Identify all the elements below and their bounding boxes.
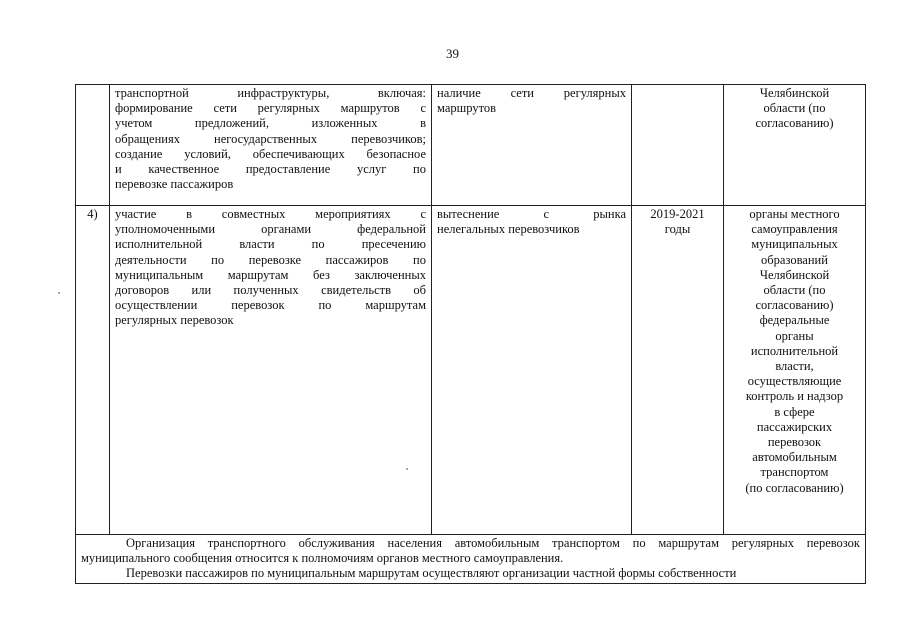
cell-line: органы: [775, 328, 814, 343]
cell-line: исполнительной: [750, 343, 839, 358]
note-row: [76, 535, 866, 584]
scan-speck: [58, 292, 60, 294]
cell-line: автомобильным: [752, 450, 837, 465]
cell-line: перевозке пассажиров: [115, 177, 234, 192]
cell-line: транспортом: [760, 465, 829, 480]
cell-line: деятельности по перевозке пассажиров по: [115, 252, 426, 267]
table-row: [76, 85, 866, 206]
measure-cell: [110, 206, 432, 535]
cell-line: (по согласованию): [745, 480, 844, 495]
cell-line: области (по: [763, 101, 826, 116]
indicator-cell: [432, 206, 632, 535]
cell-line: Челябинской: [759, 86, 830, 100]
executor-cell: [724, 85, 866, 206]
cell-line: наличие сети регулярных: [437, 86, 626, 100]
cell-line: создание условий, обеспечивающих безопасное: [115, 146, 426, 161]
measure-cell: [110, 85, 432, 206]
cell-line: учетом предложений, изложенных в: [115, 116, 426, 131]
page-number: 39: [446, 46, 459, 61]
period-cell: [632, 206, 724, 535]
cell-line: согласованию): [755, 298, 834, 313]
cell-line: годы: [664, 222, 691, 237]
note-cell: [76, 535, 866, 584]
cell-line: согласованию): [755, 116, 834, 131]
indicator-cell: [432, 85, 632, 206]
cell-line: нелегальных перевозчиков: [437, 222, 580, 237]
cell-line: обращениях негосударственных перевозчиков;: [115, 131, 426, 146]
cell-line: осуществляющие: [747, 374, 842, 389]
cell-line: в сфере: [774, 404, 815, 419]
cell-line: осуществлении перевозок по маршрутам: [115, 298, 426, 313]
cell-line: пассажирских: [756, 419, 833, 434]
cell-line: образований: [761, 252, 828, 267]
cell-line: контроль и надзор: [745, 389, 844, 404]
row-number-cell: 4): [76, 206, 110, 535]
cell-line: регулярных перевозок: [115, 313, 234, 328]
cell-line: федеральные: [759, 313, 830, 328]
cell-line: исполнительной власти по пресечению: [115, 237, 426, 252]
cell-line: и качественное предоставление услуг по: [115, 162, 426, 177]
cell-line: маршрутов: [437, 101, 497, 116]
cell-line: Челябинской: [759, 267, 830, 282]
cell-line: перевозок: [767, 435, 822, 450]
row-number-cell: [76, 85, 110, 206]
cell-line: транспортной инфраструктуры, включая:: [115, 86, 426, 100]
executor-cell: [724, 206, 866, 535]
scan-speck: [406, 468, 408, 470]
cell-line: самоуправления: [751, 222, 838, 237]
measures-table: [75, 84, 866, 584]
table-row: [76, 206, 866, 535]
cell-line: органы местного: [749, 207, 840, 221]
cell-line: муниципальных: [751, 237, 838, 252]
cell-line: области (по: [763, 283, 826, 298]
cell-line: власти,: [775, 359, 814, 374]
cell-line: муниципальным маршрутам без заключенных: [115, 267, 426, 282]
cell-line: договоров или полученных свидетельств об: [115, 283, 426, 298]
cell-line: формирование сети регулярных маршрутов с: [115, 101, 426, 116]
cell-line: участие в совместных мероприятиях с: [115, 207, 426, 221]
note-paragraph: Организация транспортного обслуживания населения автомобильным транспортом по маршрутам регулярных перевозок муниципального сообщения относится к полномочиям органов местного самоуправления.: [81, 536, 860, 566]
period-cell: [632, 85, 724, 206]
cell-line: 2019-2021: [650, 207, 705, 221]
cell-line: вытеснение с рынка: [437, 207, 626, 221]
cell-line: уполномоченными органами федеральной: [115, 222, 426, 237]
note-paragraph: Перевозки пассажиров по муниципальным маршрутам осуществляют организации частной формы собственности: [126, 566, 737, 581]
